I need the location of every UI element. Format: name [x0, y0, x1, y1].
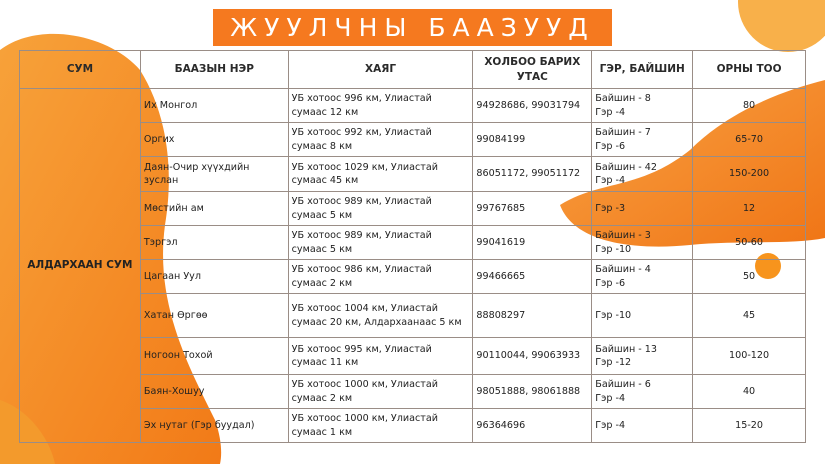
- base-phone: 99084199: [473, 123, 592, 157]
- base-name: Тэргэл: [140, 226, 288, 260]
- base-address: УБ хотоос 1029 км, Улиастай сумаас 45 км: [288, 157, 473, 192]
- base-name: Ногоон Тохой: [140, 338, 288, 375]
- ger-line: Байшин - 8: [595, 93, 651, 105]
- base-ger: [592, 226, 693, 260]
- base-ger: [592, 338, 693, 375]
- base-name: Цагаан Уул: [140, 260, 288, 294]
- base-ger: [592, 123, 693, 157]
- base-phone: 98051888, 98061888: [473, 375, 592, 409]
- header-sum: СУМ: [20, 51, 141, 89]
- base-beds: 45: [693, 294, 806, 338]
- ger-line: Байшин - 7: [595, 127, 651, 139]
- base-beds: 80: [693, 89, 806, 123]
- base-beds: 65-70: [693, 123, 806, 157]
- table-header-row: [20, 51, 806, 89]
- base-address: УБ хотоос 995 км, Улиастай сумаас 11 км: [288, 338, 473, 375]
- base-phone: 99041619: [473, 226, 592, 260]
- base-address: УБ хотоос 986 км, Улиастай сумаас 2 км: [288, 260, 473, 294]
- base-ger: [592, 260, 693, 294]
- ger-line: Гэр -6: [595, 277, 626, 289]
- ger-line: Гэр -4: [595, 419, 626, 431]
- base-ger: [592, 192, 693, 226]
- base-ger: [592, 294, 693, 338]
- table-row: [20, 89, 806, 123]
- base-ger: [592, 157, 693, 192]
- ger-line: Гэр -4: [595, 106, 626, 118]
- ger-line: Байшин - 4: [595, 264, 651, 276]
- base-name: Мөстийн ам: [140, 192, 288, 226]
- base-address: УБ хотоос 1000 км, Улиастай сумаас 1 км: [288, 409, 473, 443]
- sum-name-cell: АЛДАРХААН СУМ: [20, 89, 141, 443]
- base-phone: 99767685: [473, 192, 592, 226]
- ger-line: Гэр -10: [595, 309, 632, 321]
- base-address: УБ хотоос 1000 км, Улиастай сумаас 2 км: [288, 375, 473, 409]
- base-name: Эх нутаг (Гэр буудал): [140, 409, 288, 443]
- base-beds: 15-20: [693, 409, 806, 443]
- base-phone: 94928686, 99031794: [473, 89, 592, 123]
- page-title: ЖУУЛЧНЫ БААЗУУД: [213, 9, 612, 46]
- base-phone: 90110044, 99063933: [473, 338, 592, 375]
- base-address: УБ хотоос 992 км, Улиастай сумаас 8 км: [288, 123, 473, 157]
- ger-line: Байшин - 13: [595, 343, 657, 355]
- base-address: УБ хотоос 989 км, Улиастай сумаас 5 км: [288, 192, 473, 226]
- base-beds: 150-200: [693, 157, 806, 192]
- base-phone: 88808297: [473, 294, 592, 338]
- base-phone: 96364696: [473, 409, 592, 443]
- header-address: ХАЯГ: [288, 51, 473, 89]
- base-beds: 40: [693, 375, 806, 409]
- base-address: УБ хотоос 989 км, Улиастай сумаас 5 км: [288, 226, 473, 260]
- base-beds: 50: [693, 260, 806, 294]
- base-phone: 99466665: [473, 260, 592, 294]
- base-beds: 12: [693, 192, 806, 226]
- base-address: УБ хотоос 996 км, Улиастай сумаас 12 км: [288, 89, 473, 123]
- top-right-circle: [738, 0, 825, 52]
- header-phone: ХОЛБОО БАРИХ УТАС: [473, 51, 592, 89]
- base-ger: [592, 375, 693, 409]
- ger-line: Гэр -4: [595, 175, 626, 186]
- ger-line: Гэр -3: [595, 202, 626, 214]
- base-name: Даян-Очир хүүхдийн зуслан: [140, 157, 288, 192]
- ger-line: Гэр -4: [595, 392, 626, 404]
- base-beds: 50-60: [693, 226, 806, 260]
- header-ger: ГЭР, БАЙШИН: [592, 51, 693, 89]
- ger-line: Гэр -10: [595, 243, 632, 255]
- tourist-bases-table: [19, 50, 806, 443]
- base-address: УБ хотоос 1004 км, Улиастай сумаас 20 км, Алдархаанаас 5 км: [288, 294, 473, 338]
- base-name: Их Монгол: [140, 89, 288, 123]
- base-name: Оргих: [140, 123, 288, 157]
- ger-line: Гэр -12: [595, 357, 632, 368]
- base-phone: 86051172, 99051172: [473, 157, 592, 192]
- base-name: Хатан Өргөө: [140, 294, 288, 338]
- header-name: БААЗЫН НЭР: [140, 51, 288, 89]
- base-ger: [592, 409, 693, 443]
- base-name: Баян-Хошуу: [140, 375, 288, 409]
- ger-line: Байшин - 3: [595, 230, 651, 242]
- base-beds: 100-120: [693, 338, 806, 375]
- header-beds: ОРНЫ ТОО: [693, 51, 806, 89]
- ger-line: Гэр -6: [595, 140, 626, 152]
- ger-line: Байшин - 6: [595, 379, 651, 391]
- ger-line: Байшин - 42: [595, 161, 657, 173]
- base-ger: [592, 89, 693, 123]
